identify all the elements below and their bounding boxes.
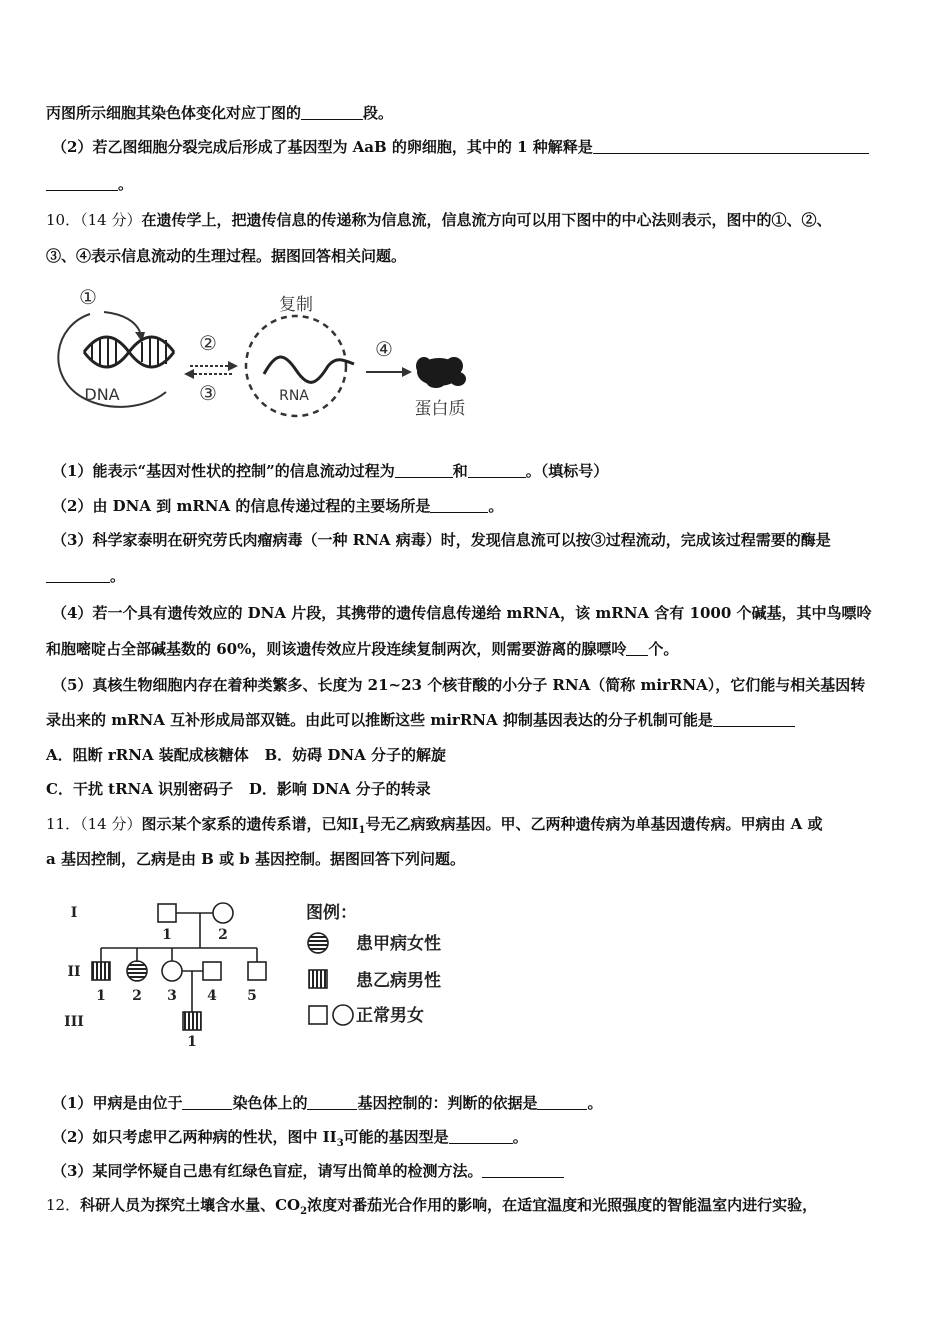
option-c[interactable]: C．干扰 tRNA 识别密码子 — [46, 780, 234, 798]
q10-part4: （4）若一个具有遗传效应的 DNA 片段，其携带的遗传信息传递给 mRNA，该 mRNA 含有 1000 个碱基，其中鸟嘌呤 — [52, 604, 872, 622]
answer-blank[interactable] — [395, 462, 453, 478]
answer-blank[interactable] — [182, 1094, 232, 1110]
label-1: ① — [79, 285, 97, 309]
svg-text:1: 1 — [187, 1034, 197, 1050]
label-4: ④ — [375, 337, 393, 361]
rna-label: RNA — [279, 388, 309, 404]
legend-normal-male-icon — [309, 1006, 327, 1024]
answer-blank[interactable] — [301, 104, 363, 120]
q12-stem: 12．科研人员为探究土壤含水量、$CO_2$浓度对番茄光合作用的影响，在适宜温度和光照强度的智能温室内进行实验， — [46, 1196, 818, 1217]
q11-part3: （3）某同学怀疑自己患有红绿色盲症，请写出简单的检测方法。 — [52, 1161, 564, 1181]
answer-blank[interactable] — [468, 462, 526, 478]
svg-text:II: II — [67, 964, 81, 980]
svg-text:患甲病女性: 患甲病女性 — [356, 934, 441, 954]
svg-text:III: III — [64, 1014, 84, 1030]
svg-text:正常男女: 正常男女 — [356, 1006, 424, 1026]
q10-part1: （1）能表示“基因对性状的控制”的信息流动过程为 和 。（填标号） — [52, 462, 609, 480]
q11-stem-line2: a 基因控制，乙病是由 B 或 b 基因控制。据图回答下列问题。 — [46, 850, 465, 868]
svg-text:3: 3 — [167, 988, 177, 1004]
answer-blank[interactable] — [537, 1094, 587, 1110]
dna-helix-icon — [84, 337, 174, 367]
pedigree-chart — [60, 896, 480, 1056]
answer-blank[interactable] — [307, 1094, 357, 1110]
answer-blank[interactable] — [482, 1162, 564, 1178]
q10-options-ab — [46, 745, 446, 765]
svg-text:4: 4 — [207, 988, 217, 1004]
svg-text:I: I — [70, 905, 78, 921]
protein-icon — [416, 357, 466, 388]
q10-part2: （2）由 DNA 到 mRNA 的信息传递过程的主要场所是 。 — [52, 497, 504, 515]
svg-text:患乙病男性: 患乙病男性 — [356, 971, 441, 991]
q9-part2: （2）若乙图细胞分裂完成后形成了基因型为 AaB 的卵细胞，其中的 1 种解释是 — [52, 137, 869, 157]
female-ii2-disease-a — [127, 961, 147, 981]
q10-part4-cont: 和胞嘧啶占全部碱基数的 60%，则该遗传效应片段连续复制两次，则需要游离的腺嘌呤 个。 — [46, 640, 679, 658]
svg-text:1: 1 — [96, 988, 106, 1004]
answer-blank[interactable] — [713, 711, 795, 727]
answer-blank[interactable] — [449, 1128, 513, 1144]
q10-stem-line1: 10．（14 分）在遗传学上，把遗传信息的传递称为信息流，信息流方向可以用下图中的中心法则表示，图中的①、②、 — [46, 211, 832, 229]
replication-label: 复制 — [279, 295, 313, 315]
q9-part2-cont: 。 — [46, 174, 133, 194]
q10-part5-cont: 录出来的 mRNA 互补形成局部双链。由此可以推断这些 mirRNA 抑制基因表达的分子机制可能是 — [46, 710, 795, 730]
option-d[interactable]: D．影响 DNA 分子的转录 — [248, 780, 431, 798]
label-3: ③ — [199, 381, 217, 405]
svg-text:5: 5 — [247, 988, 257, 1004]
svg-text:1: 1 — [162, 927, 172, 943]
option-b[interactable]: B．妨碍 DNA 分子的解旋 — [264, 746, 446, 764]
protein-label: 蛋白质 — [414, 399, 466, 419]
female-ii3 — [162, 961, 182, 981]
dna-label: DNA — [84, 385, 120, 404]
male-ii5 — [248, 962, 266, 980]
q11-part1: （1）甲病是由位于 染色体上的 基因控制的：判断的依据是 。 — [52, 1094, 603, 1112]
answer-blank[interactable] — [46, 175, 118, 191]
legend-disease-b-male-icon — [309, 970, 327, 988]
q10-part5: （5）真核生物细胞内存在着种类繁多、长度为 21~23 个核苷酸的小分子 RNA（简称 mirRNA），它们能与相关基因转 — [52, 676, 866, 694]
answer-blank[interactable] — [626, 640, 648, 656]
male-i1 — [158, 904, 176, 922]
q10-stem-line2: ③、④表示信息流动的生理过程。据图回答相关问题。 — [46, 247, 407, 265]
legend-disease-a-female-icon — [308, 933, 328, 953]
male-iii1-disease-b — [183, 1012, 201, 1030]
q11-part2: （2）如只考虑甲乙两种病的性状，图中 $II_3$可能的基因型是 。 — [52, 1128, 528, 1149]
q11-stem-line1: 11．（14 分）图示某个家系的遗传系谱，已知$Ⅰ_1$号无乙病致病基因。甲、乙两种遗传病为单基因遗传病。甲病由 A 或 — [46, 815, 823, 836]
q10-options-cd — [46, 779, 431, 799]
male-ii1-disease-b — [92, 962, 110, 980]
svg-text:2: 2 — [132, 988, 142, 1004]
answer-blank[interactable] — [46, 567, 110, 583]
central-dogma-diagram — [44, 282, 494, 422]
svg-text:2: 2 — [218, 927, 228, 943]
q10-part3-cont: 。 — [46, 566, 125, 586]
legend-normal-female-icon — [333, 1005, 353, 1025]
pedigree-legend — [306, 902, 441, 1026]
label-2: ② — [199, 331, 217, 355]
svg-text:图例：: 图例： — [306, 903, 357, 923]
q10-part3: （3）科学家泰明在研究劳氏肉瘤病毒（一种 RNA 病毒）时，发现信息流可以按③过程流动，完成该过程需要的酶是 — [52, 531, 831, 549]
option-a[interactable]: A．阻断 rRNA 装配成核糖体 — [46, 746, 249, 764]
answer-blank[interactable] — [430, 497, 488, 513]
female-i2 — [213, 903, 233, 923]
q9-line1: 丙图所示细胞其染色体变化对应丁图的 段。 — [46, 104, 394, 122]
answer-blank[interactable] — [593, 138, 869, 154]
male-ii4 — [203, 962, 221, 980]
